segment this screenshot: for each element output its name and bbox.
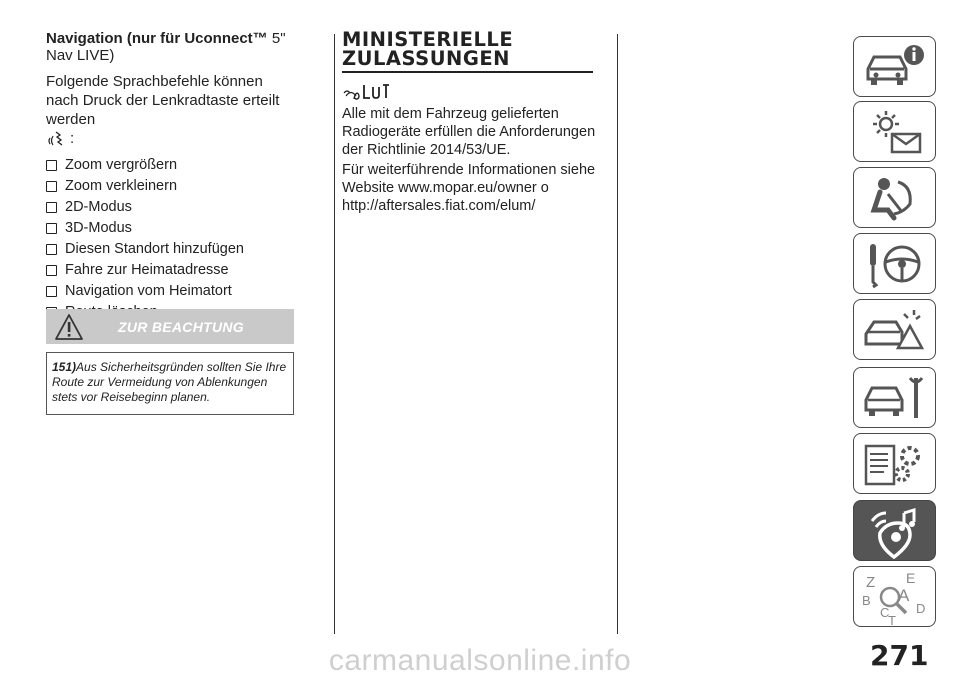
seat-airbag-icon [858, 172, 932, 224]
list-item: Fahre zur Heimatadresse [46, 261, 296, 280]
tab-starting-driving[interactable] [853, 233, 936, 294]
column-divider [334, 34, 335, 634]
bullet-icon [46, 265, 57, 276]
svg-text:A: A [897, 585, 909, 605]
bullet-icon [46, 160, 57, 171]
warning-box [46, 309, 294, 415]
multimedia-icon [858, 503, 932, 559]
warning-header [46, 309, 294, 344]
list-item: Zoom verkleinern [46, 177, 296, 196]
intro-text: Folgende Sprachbefehle können nach Druck der Lenkradtaste erteilt werden [46, 73, 280, 128]
list-item: 3D-Modus [46, 219, 296, 238]
column-divider [617, 34, 618, 634]
key-steering-wheel-icon [858, 238, 932, 290]
section-heading: Navigation (nur für Uconnect™ 5" Nav LIVE) [46, 30, 286, 64]
tab-technical-data[interactable] [853, 433, 936, 494]
list-item: 2D-Modus [46, 198, 296, 217]
svg-text:T: T [887, 612, 896, 625]
warning-text: 151)Aus Sicherheitsgründen sollten Sie Ihre Route zur Vermeidung von Ablenkungen stets vor Reisebeginn planen. [46, 352, 294, 415]
bullet-icon [46, 286, 57, 297]
svg-text:Z: Z [865, 573, 875, 591]
page-number: 271 [870, 639, 929, 672]
approval-text: Alle mit dem Fahrzeug gelieferten Radiogeräte erfüllen die Anforderungen der Richtlinie 2014/53/UE. [342, 106, 596, 158]
tab-car-info[interactable] [853, 36, 936, 97]
tab-safety[interactable] [853, 167, 936, 228]
warning-triangle-icon [54, 313, 84, 341]
tab-warning-lights[interactable] [853, 101, 936, 162]
car-maintenance-icon [858, 372, 932, 424]
warning-lights-message-icon [858, 106, 932, 158]
technical-data-icon [858, 438, 932, 490]
left-column [46, 30, 296, 324]
middle-column [342, 30, 597, 215]
approval-emblem-icon [342, 81, 597, 103]
command-list [46, 156, 296, 322]
index-icon [858, 569, 932, 625]
reference-text: Für weiterführende Informationen siehe Website www.mopar.eu/owner o http://aftersales.fiat.com/elum/ [342, 162, 596, 214]
bullet-icon [46, 202, 57, 213]
car-accident-icon [858, 304, 932, 356]
tab-index[interactable] [853, 566, 936, 627]
svg-text:C: C [879, 604, 889, 620]
watermark: carmanualsonline.info [328, 644, 632, 677]
voice-button-line: : [46, 129, 296, 148]
list-item: Zoom vergrößern [46, 156, 296, 175]
warning-title: ZUR BEACHTUNG [117, 318, 244, 335]
svg-text:B: B [861, 592, 871, 608]
list-item: Navigation vom Heimatort [46, 282, 296, 301]
bullet-icon [46, 223, 57, 234]
voice-command-icon [46, 130, 68, 148]
tab-emergency[interactable] [853, 299, 936, 360]
tab-multimedia[interactable] [853, 500, 936, 561]
section-title: MINISTERIELLE ZULASSUNGEN [342, 28, 514, 70]
list-item: Diesen Standort hinzufügen [46, 240, 296, 259]
bullet-icon [46, 181, 57, 192]
car-info-icon [858, 41, 932, 93]
bullet-icon [46, 244, 57, 255]
title-rule [342, 71, 593, 73]
tab-maintenance[interactable] [853, 367, 936, 428]
svg-text:D: D [915, 600, 925, 616]
svg-text:E: E [905, 569, 915, 586]
